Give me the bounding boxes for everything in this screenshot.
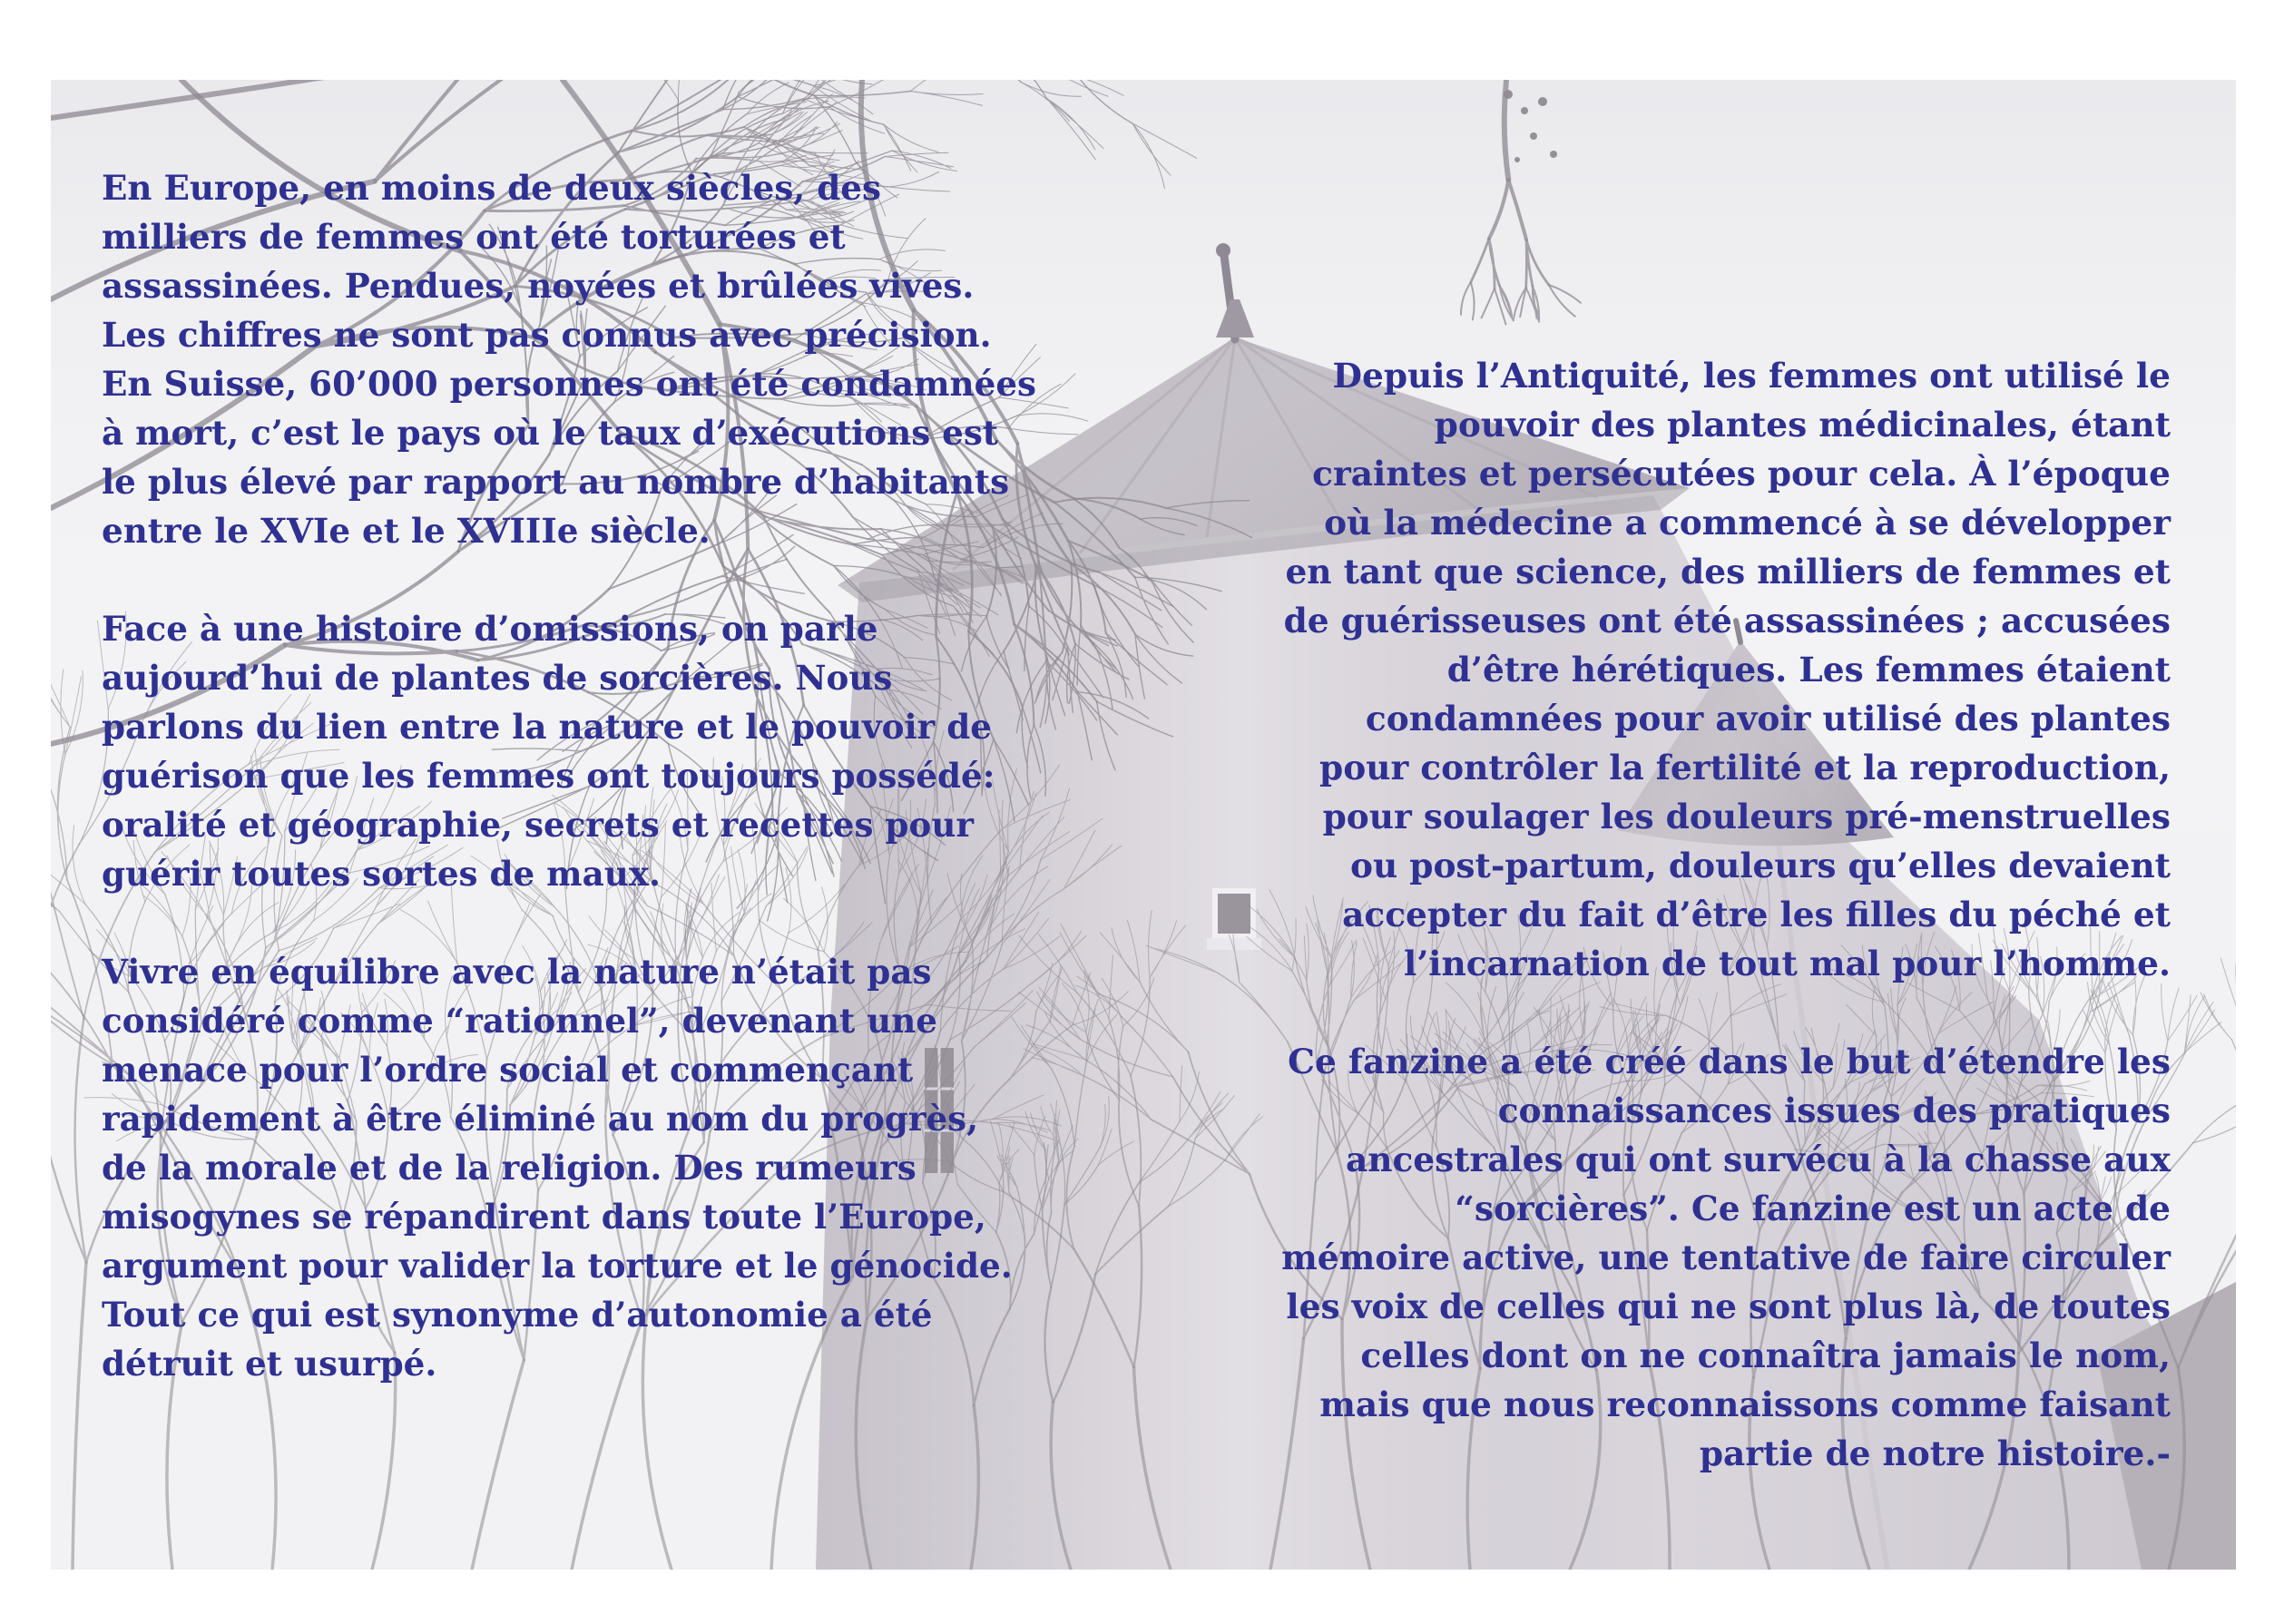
text-line: ou post-partum, douleurs qu’elles devaient	[1349, 846, 2171, 885]
paragraph-fanzine-purpose	[1127, 1037, 2171, 1478]
bud	[1514, 157, 1520, 162]
text-line: partie de notre histoire.-	[1699, 1433, 2171, 1473]
text-line: où la médecine a commencé à se développer	[1324, 503, 2171, 543]
text-line: guérison que les femmes ont toujours possédé:	[102, 756, 995, 796]
bud	[1530, 132, 1537, 140]
text-line: mémoire active, une tentative de faire circuler	[1281, 1238, 2171, 1277]
text-line: En Europe, en moins de deux siècles, des	[102, 168, 881, 208]
tree-branches	[664, 0, 925, 65]
text-line: En Suisse, 60’000 personnes ont été condamnées	[102, 364, 1037, 404]
text-line: milliers de femmes ont été torturées et	[102, 217, 846, 257]
paragraph-witch-hunts-europe	[102, 163, 1236, 555]
text-line: détruit et usurpé.	[102, 1344, 437, 1384]
text-line: d’être hérétiques. Les femmes étaient	[1446, 650, 2171, 690]
text-line: de la morale et de la religion. Des rumeurs	[102, 1148, 917, 1188]
text-line: Face à une histoire d’omissions, on parle	[102, 609, 878, 649]
text-line: accepter du fait d’être les filles du péché et	[1342, 895, 2171, 934]
text-line: celles dont on ne connaîtra jamais le nom,	[1360, 1335, 2171, 1375]
text-line: pour contrôler la fertilité et la reproduction,	[1319, 748, 2171, 788]
text-line: le plus élevé par rapport au nombre d’habitants	[102, 462, 1010, 502]
text-line: l’incarnation de tout mal pour l’homme.	[1403, 944, 2171, 983]
text-line: guérir toutes sortes de maux.	[102, 854, 661, 894]
paragraph-medicinal-plants	[1127, 351, 2171, 988]
text-line: Depuis l’Antiquité, les femmes ont utilisé le	[1332, 356, 2171, 396]
bud	[1521, 107, 1528, 114]
text-line: argument pour valider la torture et le génocide.	[102, 1246, 1013, 1286]
text-line: entre le XVIe et le XVIIIe siècle.	[102, 511, 711, 551]
tree-branches	[812, 0, 1088, 56]
text-line: rapidement à être éliminé au nom du progrès,	[102, 1099, 979, 1139]
paragraph-balance-with-nature	[102, 947, 1236, 1388]
text-line: en tant que science, des milliers de femmes et	[1285, 552, 2171, 592]
text-line: assassinées. Pendues, noyées et brûlées vives.	[102, 266, 975, 306]
text-line: Ce fanzine a été créé dans le but d’étendre les	[1288, 1042, 2171, 1081]
text-line: “sorcières”. Ce fanzine est un acte de	[1455, 1189, 2171, 1228]
text-line: menace pour l’ordre social et commençant	[102, 1050, 914, 1090]
text-line: condamnées pour avoir utilisé des plantes	[1365, 699, 2171, 739]
text-line: pouvoir des plantes médicinales, étant	[1434, 405, 2171, 445]
tree-branches	[537, 0, 711, 48]
text-line: craintes et persécutées pour cela. À l’époque	[1312, 454, 2171, 494]
text-line: à mort, c’est le pays où le taux d’exécutions est	[102, 413, 999, 453]
text-line: de guérisseuses ont été assassinées ; accusées	[1283, 601, 2171, 641]
text-line: connaissances issues des pratiques	[1497, 1091, 2171, 1130]
text-line: parlons du lien entre la nature et le pouvoir de	[102, 707, 992, 747]
text-line: ancestrales qui ont survécu à la chasse aux	[1345, 1140, 2171, 1179]
right-text-column	[1127, 351, 2171, 1527]
text-line: Vivre en équilibre avec la nature n’était pas	[102, 952, 932, 992]
text-line: misogynes se répandirent dans toute l’Europe,	[102, 1197, 986, 1237]
text-line: mais que nous reconnaissons comme faisant	[1319, 1384, 2171, 1424]
text-line: Les chiffres ne sont pas connus avec précision.	[102, 315, 992, 355]
left-text-column	[102, 163, 1236, 1437]
paragraph-witch-plants	[102, 604, 1236, 898]
tree-branches	[427, 58, 709, 74]
text-line: considéré comme “rationnel”, devenant une	[102, 1001, 937, 1041]
text-line: oralité et géographie, secrets et recettes pour	[102, 805, 975, 845]
bud	[1550, 151, 1557, 158]
text-line: les voix de celles qui ne sont plus là, de toutes	[1286, 1286, 2171, 1326]
text-line: Tout ce qui est synonyme d’autonomie a été	[102, 1295, 933, 1335]
text-line: pour soulager les douleurs pré-menstruelles	[1322, 797, 2171, 836]
bud	[1538, 97, 1547, 106]
text-line: aujourd’hui de plantes de sorcières. Nous	[102, 658, 893, 698]
